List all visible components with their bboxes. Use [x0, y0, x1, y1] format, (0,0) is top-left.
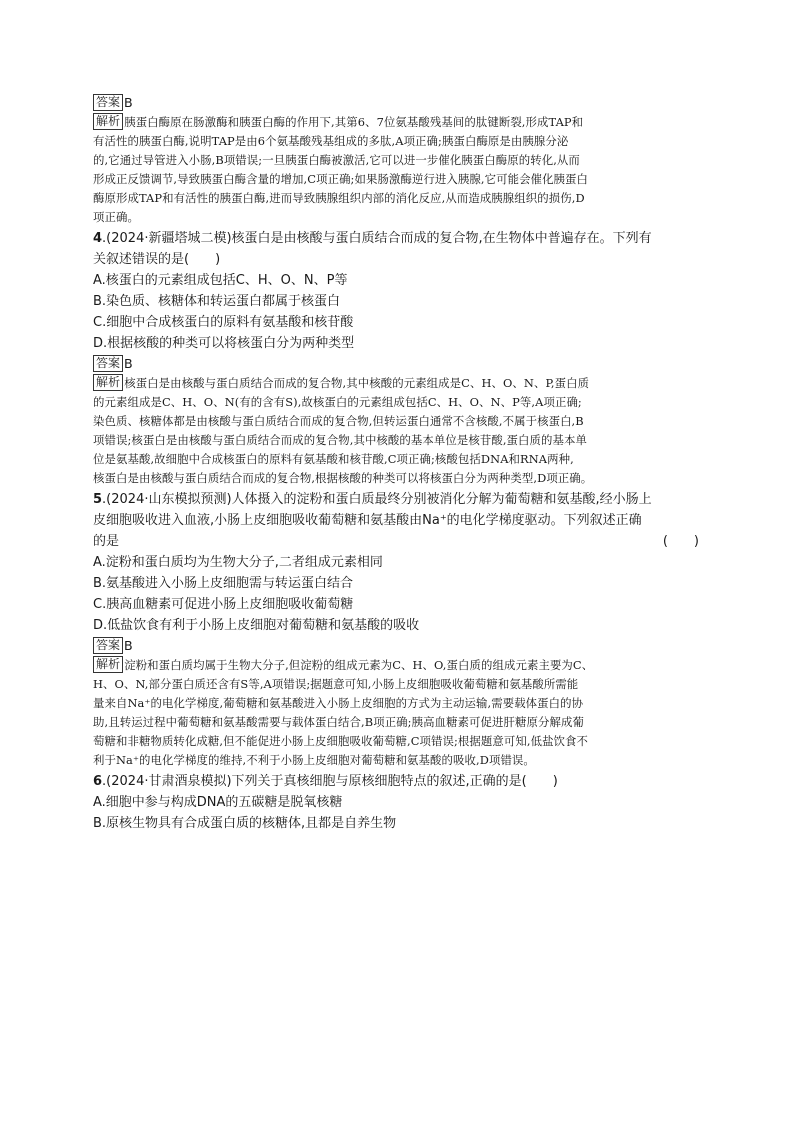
option-d: D.低盐饮食有利于小肠上皮细胞对葡萄糖和氨基酸的吸收 — [93, 618, 420, 633]
question-stem: 5.(2024·山东模拟预测)人体摄入的淀粉和蛋白质最终分别被消化分解为葡萄糖和氨基酸,经小肠上 — [93, 492, 652, 507]
answer-line — [93, 93, 701, 113]
answer-bracket: ( ) — [662, 534, 699, 549]
option-b: B.原核生物具有合成蛋白质的核糖体,且都是自养生物 — [93, 816, 397, 831]
explanation-line: 的元素组成是C、H、O、N(有的含有S),故核蛋白的元素组成包括C、H、O、N、P等,A项正确; — [93, 395, 582, 409]
question-stem: 关叙述错误的是( ) — [93, 252, 221, 267]
option-a: A.核蛋白的元素组成包括C、H、O、N、P等 — [93, 273, 348, 288]
explanation-line: 位是氨基酸,故细胞中合成核蛋白的原料有氨基酸和核苷酸,C项正确;核酸包括DNA和RNA两种, — [93, 452, 574, 466]
explanation-line: 解析 核蛋白是由核酸与蛋白质结合而成的复合物,其中核酸的元素组成是C、H、O、N、P,蛋白质 — [93, 374, 701, 393]
question-number: 4 — [93, 231, 103, 246]
answer-tag: 答案 — [93, 355, 123, 372]
explanation-tag: 解析 — [93, 656, 123, 673]
answer-tag: 答案 — [93, 94, 123, 111]
explanation-line: 有活性的胰蛋白酶,说明TAP是由6个氨基酸残基组成的多肽,A项正确;胰蛋白酶原是由胰腺分泌 — [93, 134, 569, 148]
explanation-line: 解析 淀粉和蛋白质均属于生物大分子,但淀粉的组成元素为C、H、O,蛋白质的组成元素主要为C、 — [93, 656, 701, 675]
answer-line — [93, 636, 701, 656]
option-a: A.细胞中参与构成DNA的五碳糖是脱氧核糖 — [93, 795, 343, 810]
explanation-line: 酶原形成TAP和有活性的胰蛋白酶,进而导致胰腺组织内部的消化反应,从而造成胰腺组织的损伤,D — [93, 191, 585, 205]
question-stem: 的是 ( ) — [93, 531, 701, 552]
answer-tag: 答案 — [93, 637, 123, 654]
explanation-line: 的,它通过导管进入小肠,B项错误;一旦胰蛋白酶被激活,它可以进一步催化胰蛋白酶原的转化,从而 — [93, 153, 580, 167]
option-d: D.根据核酸的种类可以将核蛋白分为两种类型 — [93, 336, 355, 351]
explanation-line: 形成正反馈调节,导致胰蛋白酶含量的增加,C项正确;如果肠激酶逆行进入胰腺,它可能会催化胰蛋白 — [93, 172, 589, 186]
option-b: B.染色质、核糖体和转运蛋白都属于核蛋白 — [93, 294, 341, 309]
explanation-line: 助,且转运过程中葡萄糖和氨基酸需要与载体蛋白结合,B项正确;胰高血糖素可促进肝糖原分解成葡 — [93, 715, 584, 729]
explanation-line: 核蛋白是由核酸与蛋白质结合而成的复合物,根据核酸的种类可以将核蛋白分为两种类型,D项正确。 — [93, 471, 593, 485]
explanation-line: 染色质、核糖体都是由核酸与蛋白质结合而成的复合物,但转运蛋白通常不含核酸,不属于核蛋白,B — [93, 414, 584, 428]
option-a: A.淀粉和蛋白质均为生物大分子,二者组成元素相同 — [93, 555, 383, 570]
explanation-line: 量来自Na⁺的电化学梯度,葡萄糖和氨基酸进入小肠上皮细胞的方式为主动运输,需要载体蛋白的协 — [93, 696, 584, 710]
answer-line — [93, 354, 701, 374]
question-number: 5 — [93, 492, 103, 507]
explanation-line: 解析 胰蛋白酶原在肠激酶和胰蛋白酶的作用下,其第6、7位氨基酸残基间的肽键断裂,形成TAP和 — [93, 113, 701, 132]
option-b: B.氨基酸进入小肠上皮细胞需与转运蛋白结合 — [93, 576, 354, 591]
question-stem: 4.(2024·新疆塔城二模)核蛋白是由核酸与蛋白质结合而成的复合物,在生物体中普遍存在。下列有 — [93, 231, 652, 246]
answer-value: B — [124, 638, 133, 653]
explanation-line: 项正确。 — [93, 210, 139, 224]
explanation-line: 利于Na⁺的电化学梯度的维持,不利于小肠上皮细胞对葡萄糖和氨基酸的吸收,D项错误。 — [93, 753, 535, 767]
answer-value: B — [124, 95, 133, 110]
question-stem: 6.(2024·甘肃酒泉模拟)下列关于真核细胞与原核细胞特点的叙述,正确的是( ) — [93, 774, 558, 789]
explanation-tag: 解析 — [93, 374, 123, 391]
question-stem: 皮细胞吸收进入血液,小肠上皮细胞吸收葡萄糖和氨基酸由Na⁺的电化学梯度驱动。下列叙述正确 — [93, 513, 642, 528]
option-c: C.细胞中合成核蛋白的原料有氨基酸和核苷酸 — [93, 315, 354, 330]
explanation-line: H、O、N,部分蛋白质还含有S等,A项错误;据题意可知,小肠上皮细胞吸收葡萄糖和氨基酸所需能 — [93, 677, 579, 691]
answer-value: B — [124, 356, 133, 371]
option-c: C.胰高血糖素可促进小肠上皮细胞吸收葡萄糖 — [93, 597, 354, 612]
explanation-tag: 解析 — [93, 113, 123, 130]
explanation-line: 萄糖和非糖物质转化成糖,但不能促进小肠上皮细胞吸收葡萄糖,C项错误;根据题意可知,低盐饮食不 — [93, 734, 589, 748]
document-page — [93, 93, 701, 834]
question-number: 6 — [93, 774, 103, 789]
explanation-line: 项错误;核蛋白是由核酸与蛋白质结合而成的复合物,其中核酸的基本单位是核苷酸,蛋白质的基本单 — [93, 433, 587, 447]
